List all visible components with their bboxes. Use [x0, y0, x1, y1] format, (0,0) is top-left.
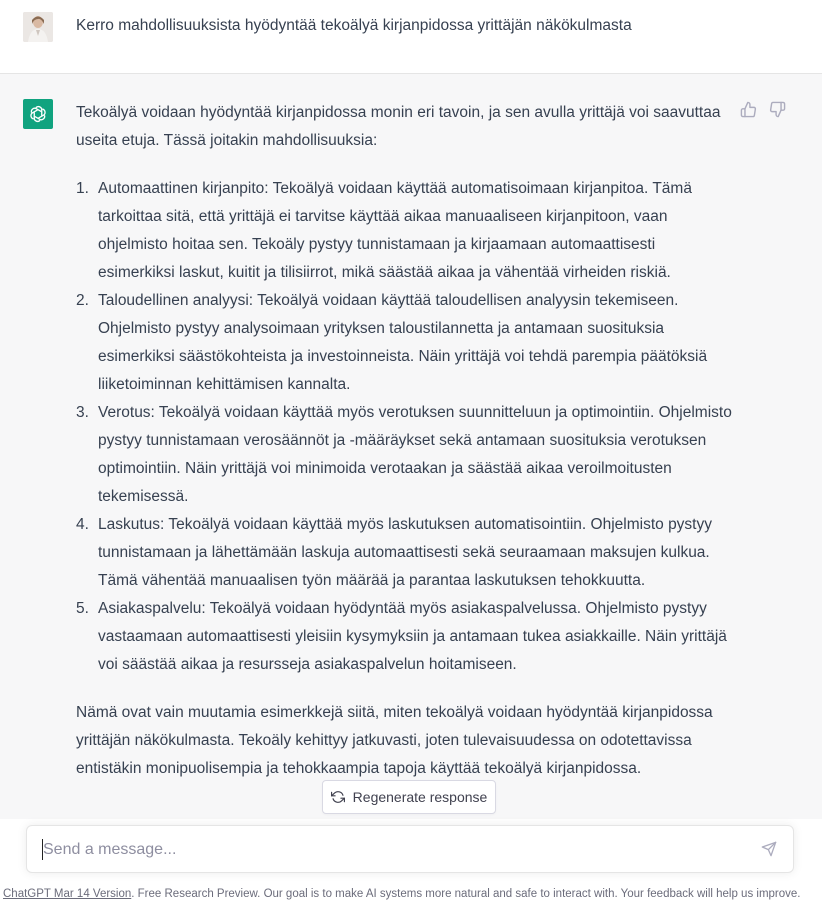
user-message-row [0, 0, 822, 74]
list-item [76, 399, 736, 511]
assistant-answer [76, 99, 736, 783]
list-item-number: 3. [76, 404, 89, 421]
composer-area [0, 819, 822, 921]
list-item [76, 511, 736, 595]
footer-text: . Free Research Preview. Our goal is to make AI systems more natural and safe to interact with. Your feedback will help us improve. [131, 888, 801, 900]
message-input-box[interactable] [26, 825, 794, 873]
list-item-text: Automaattinen kirjanpito: Tekoälyä voidaan käyttää automatisoimaan kirjanpitoa. Tämä tarkoittaa sitä, että yrittäjä ei tarvitse käyttää aikaa manuaaliseen kirjanpitoon, vaan ohjelmisto hoitaa sen. Tekoäly pystyy tunnistamaan ja kirjaamaan automaattisesti esimerkiksi laskut, kuitit ja tilisiirrot, mikä säästää aikaa ja vähentää virheiden riskiä. [98, 180, 692, 281]
user-avatar [23, 12, 53, 42]
list-item-text: Verotus: Tekoälyä voidaan käyttää myös verotuksen suunnitteluun ja optimointiin. Ohjelmisto pystyy tunnistamaan verosäännöt ja -määräykset sekä antamaan suosituksia verotuksen optimointiin. Näin yrittäjä voi minimoida verotaakan ja säästää aikaa veroilmoitusten tekemisessä. [98, 404, 732, 505]
answer-outro: Nämä ovat vain muutamia esimerkkejä siitä, miten tekoälyä voidaan hyödyntää kirjanpidossa yrittäjän näkökulmasta. Tekoäly kehittyy jatkuvasti, joten tulevaisuudessa on odotettavissa entistäkin monipuolisempia ja tehokkaampia tapoja käyttää tekoälyä kirjanpidossa. [76, 704, 713, 777]
regenerate-response-button[interactable] [322, 780, 496, 814]
answer-intro: Tekoälyä voidaan hyödyntää kirjanpidossa monin eri tavoin, ja sen avulla yrittäjä voi saavuttaa useita etuja. Tässä joitakin mahdollisuuksia: [76, 104, 721, 149]
list-item-number: 2. [76, 292, 89, 309]
footer-disclaimer [3, 888, 822, 900]
thumbs-up-icon[interactable] [740, 101, 757, 118]
list-item [76, 595, 736, 679]
list-item [76, 287, 736, 399]
thumbs-down-icon[interactable] [769, 101, 786, 118]
list-item-text: Taloudellinen analyysi: Tekoälyä voidaan käyttää taloudellisen analyysin tekemiseen. Ohjelmisto pystyy analysoimaan yrityksen taloustilannetta ja antamaan suosituksia esimerkiksi säästökohteista ja investoinneista. Näin yrittäjä voi tehdä parempia päätöksiä liiketoiminnan kehittämisen kannalta. [98, 292, 708, 393]
list-item-number: 5. [76, 600, 89, 617]
message-input[interactable] [41, 838, 745, 862]
assistant-message-row [0, 74, 822, 819]
user-message-text: Kerro mahdollisuuksista hyödyntää tekoälyä kirjanpidossa yrittäjän näkökulmasta [76, 17, 632, 34]
version-link[interactable]: ChatGPT Mar 14 Version [3, 888, 132, 900]
paper-plane-icon[interactable] [761, 841, 777, 857]
list-item-number: 1. [76, 180, 89, 197]
assistant-avatar [23, 99, 53, 129]
user-avatar-photo-icon [23, 12, 53, 42]
openai-logo-icon [28, 104, 48, 124]
regenerate-label: Regenerate response [352, 789, 488, 805]
list-item-text: Asiakaspalvelu: Tekoälyä voidaan hyödyntää myös asiakaspalvelussa. Ohjelmisto pystyy vastaamaan automaattisesti yleisiin kysymyksiin ja antamaan tukea asiakkaille. Näin yrittäjä voi säästää aikaa ja resursseja asiakaspalvelun hoitamiseen. [98, 600, 727, 673]
answer-list [76, 175, 736, 679]
list-item-number: 4. [76, 516, 89, 533]
list-item-text: Laskutus: Tekoälyä voidaan käyttää myös laskutuksen automatisointiin. Ohjelmisto pystyy tunnistamaan ja lähettämään laskuja automaattisesti sekä seuraamaan maksujen kulkua. Tämä vähentää manuaalisen työn määrää ja parantaa laskutuksen tehokkuutta. [98, 516, 712, 589]
refresh-icon [331, 790, 345, 804]
feedback-buttons [740, 101, 786, 118]
list-item [76, 175, 736, 287]
